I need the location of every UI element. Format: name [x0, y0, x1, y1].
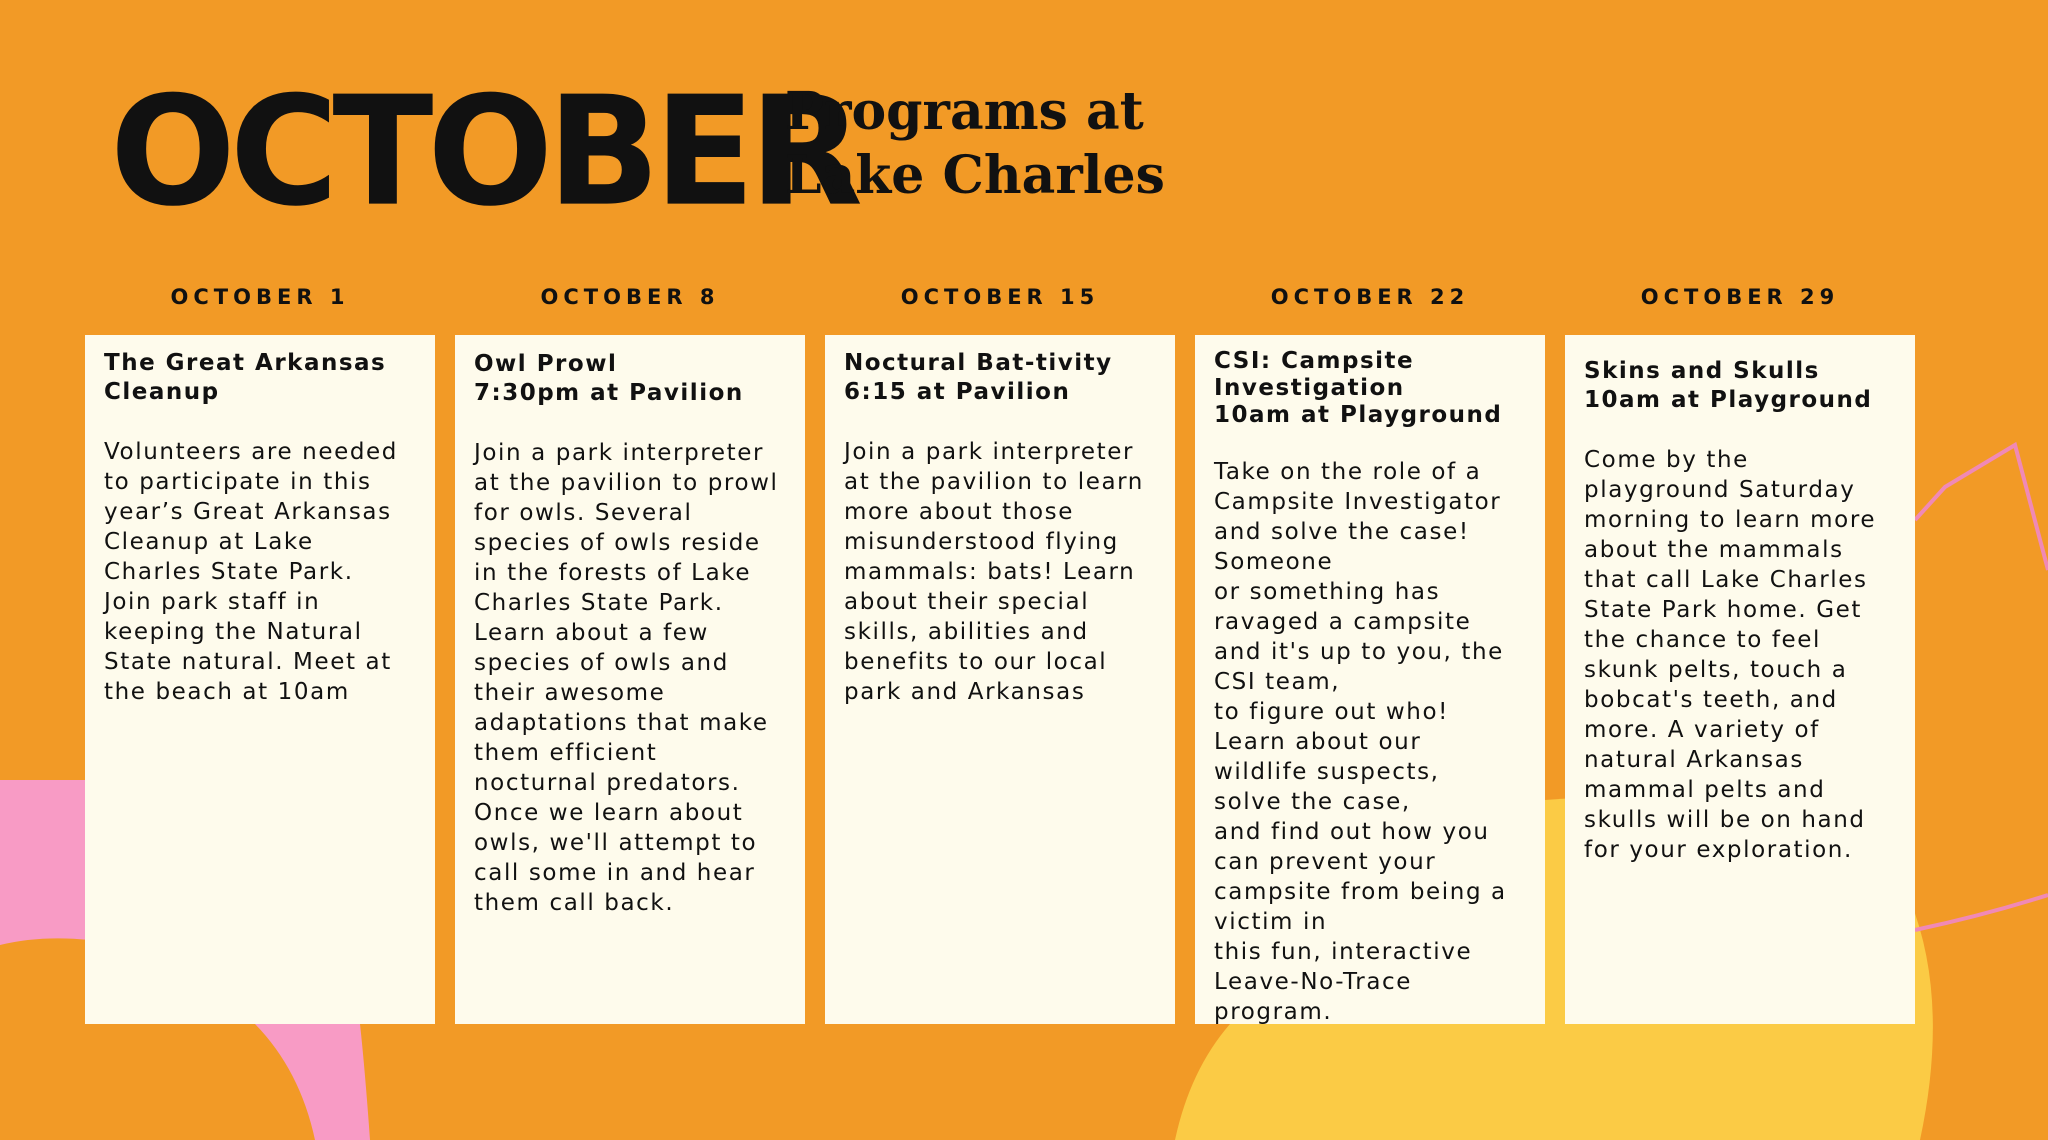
- day-date: OCTOBER 8: [540, 285, 720, 309]
- program-title: CSI: Campsite Investigation 10am at Playground: [1214, 348, 1503, 428]
- program-card: [1565, 335, 1915, 1024]
- day-date: OCTOBER 15: [900, 285, 1100, 309]
- day-column: [455, 240, 805, 1024]
- program-card: [85, 335, 435, 1024]
- spacer: [1584, 415, 1897, 445]
- day-column: [1565, 240, 1915, 1024]
- program-description: Join a park interpreter at the pavilion to prowl for owls. Several species of owls reside in the forests of Lake Charles State Park. Learn about a few species of owls and their awesome adaptations that make them efficient nocturnal predators. Once we learn about owls, we'll attempt to call some in and hear them call back.: [474, 440, 779, 916]
- spacer: [474, 408, 787, 438]
- program-card: [825, 335, 1175, 1024]
- day-date: OCTOBER 29: [1640, 285, 1840, 309]
- program-description: Volunteers are needed to participate in this year’s Great Arkansas Cleanup at Lake Charles State Park. Join park staff in keeping the Natural State natural. Meet at the beach at 10am: [104, 439, 398, 705]
- spacer: [844, 407, 1157, 437]
- program-description: Join a park interpreter at the pavilion to learn more about those misunderstood flying mammals: bats! Learn about their special skills, abilities and benefits to our local park and Arkansas: [844, 439, 1144, 705]
- spacer: [104, 407, 417, 437]
- spacer: [1214, 429, 1527, 457]
- pink-arc-bottom: [255, 1024, 370, 1140]
- pink-line-right-lower: [1915, 895, 2048, 930]
- day-column: [85, 240, 435, 1024]
- program-title: The Great Arkansas Cleanup: [104, 350, 387, 405]
- day-date: OCTOBER 22: [1270, 285, 1470, 309]
- page-subtitle: Programs at Lake Charles: [785, 81, 1165, 206]
- program-card: [455, 335, 805, 1024]
- program-card: [1195, 335, 1545, 1024]
- day-date: OCTOBER 1: [170, 285, 350, 309]
- day-column: [825, 240, 1175, 1024]
- program-title: Owl Prowl 7:30pm at Pavilion: [474, 351, 744, 406]
- program-title: Noctural Bat-tivity 6:15 at Pavilion: [844, 350, 1113, 405]
- day-column: [1195, 240, 1545, 1024]
- page-title: OCTOBER: [110, 63, 858, 240]
- program-title: Skins and Skulls 10am at Playground: [1584, 358, 1873, 413]
- pink-blob-left: [0, 780, 90, 945]
- pink-line-right: [1915, 445, 2048, 570]
- program-description: Come by the playground Saturday morning to learn more about the mammals that call Lake Charles State Park home. Get the chance to feel skunk pelts, touch a bobcat's teeth, and more. A variety of natural Arkansas mammal pelts and skulls will be on hand for your exploration.: [1584, 447, 1877, 863]
- program-description: Take on the role of a Campsite Investigator and solve the case! Someone or something has ravaged a campsite and it's up to you, the CSI team, to figure out who! Learn about our wildlife suspects, solve the case, and find out how you can prevent your campsite from being a victim in this fun, interactive Leave-No-Trace program.: [1214, 459, 1507, 1024]
